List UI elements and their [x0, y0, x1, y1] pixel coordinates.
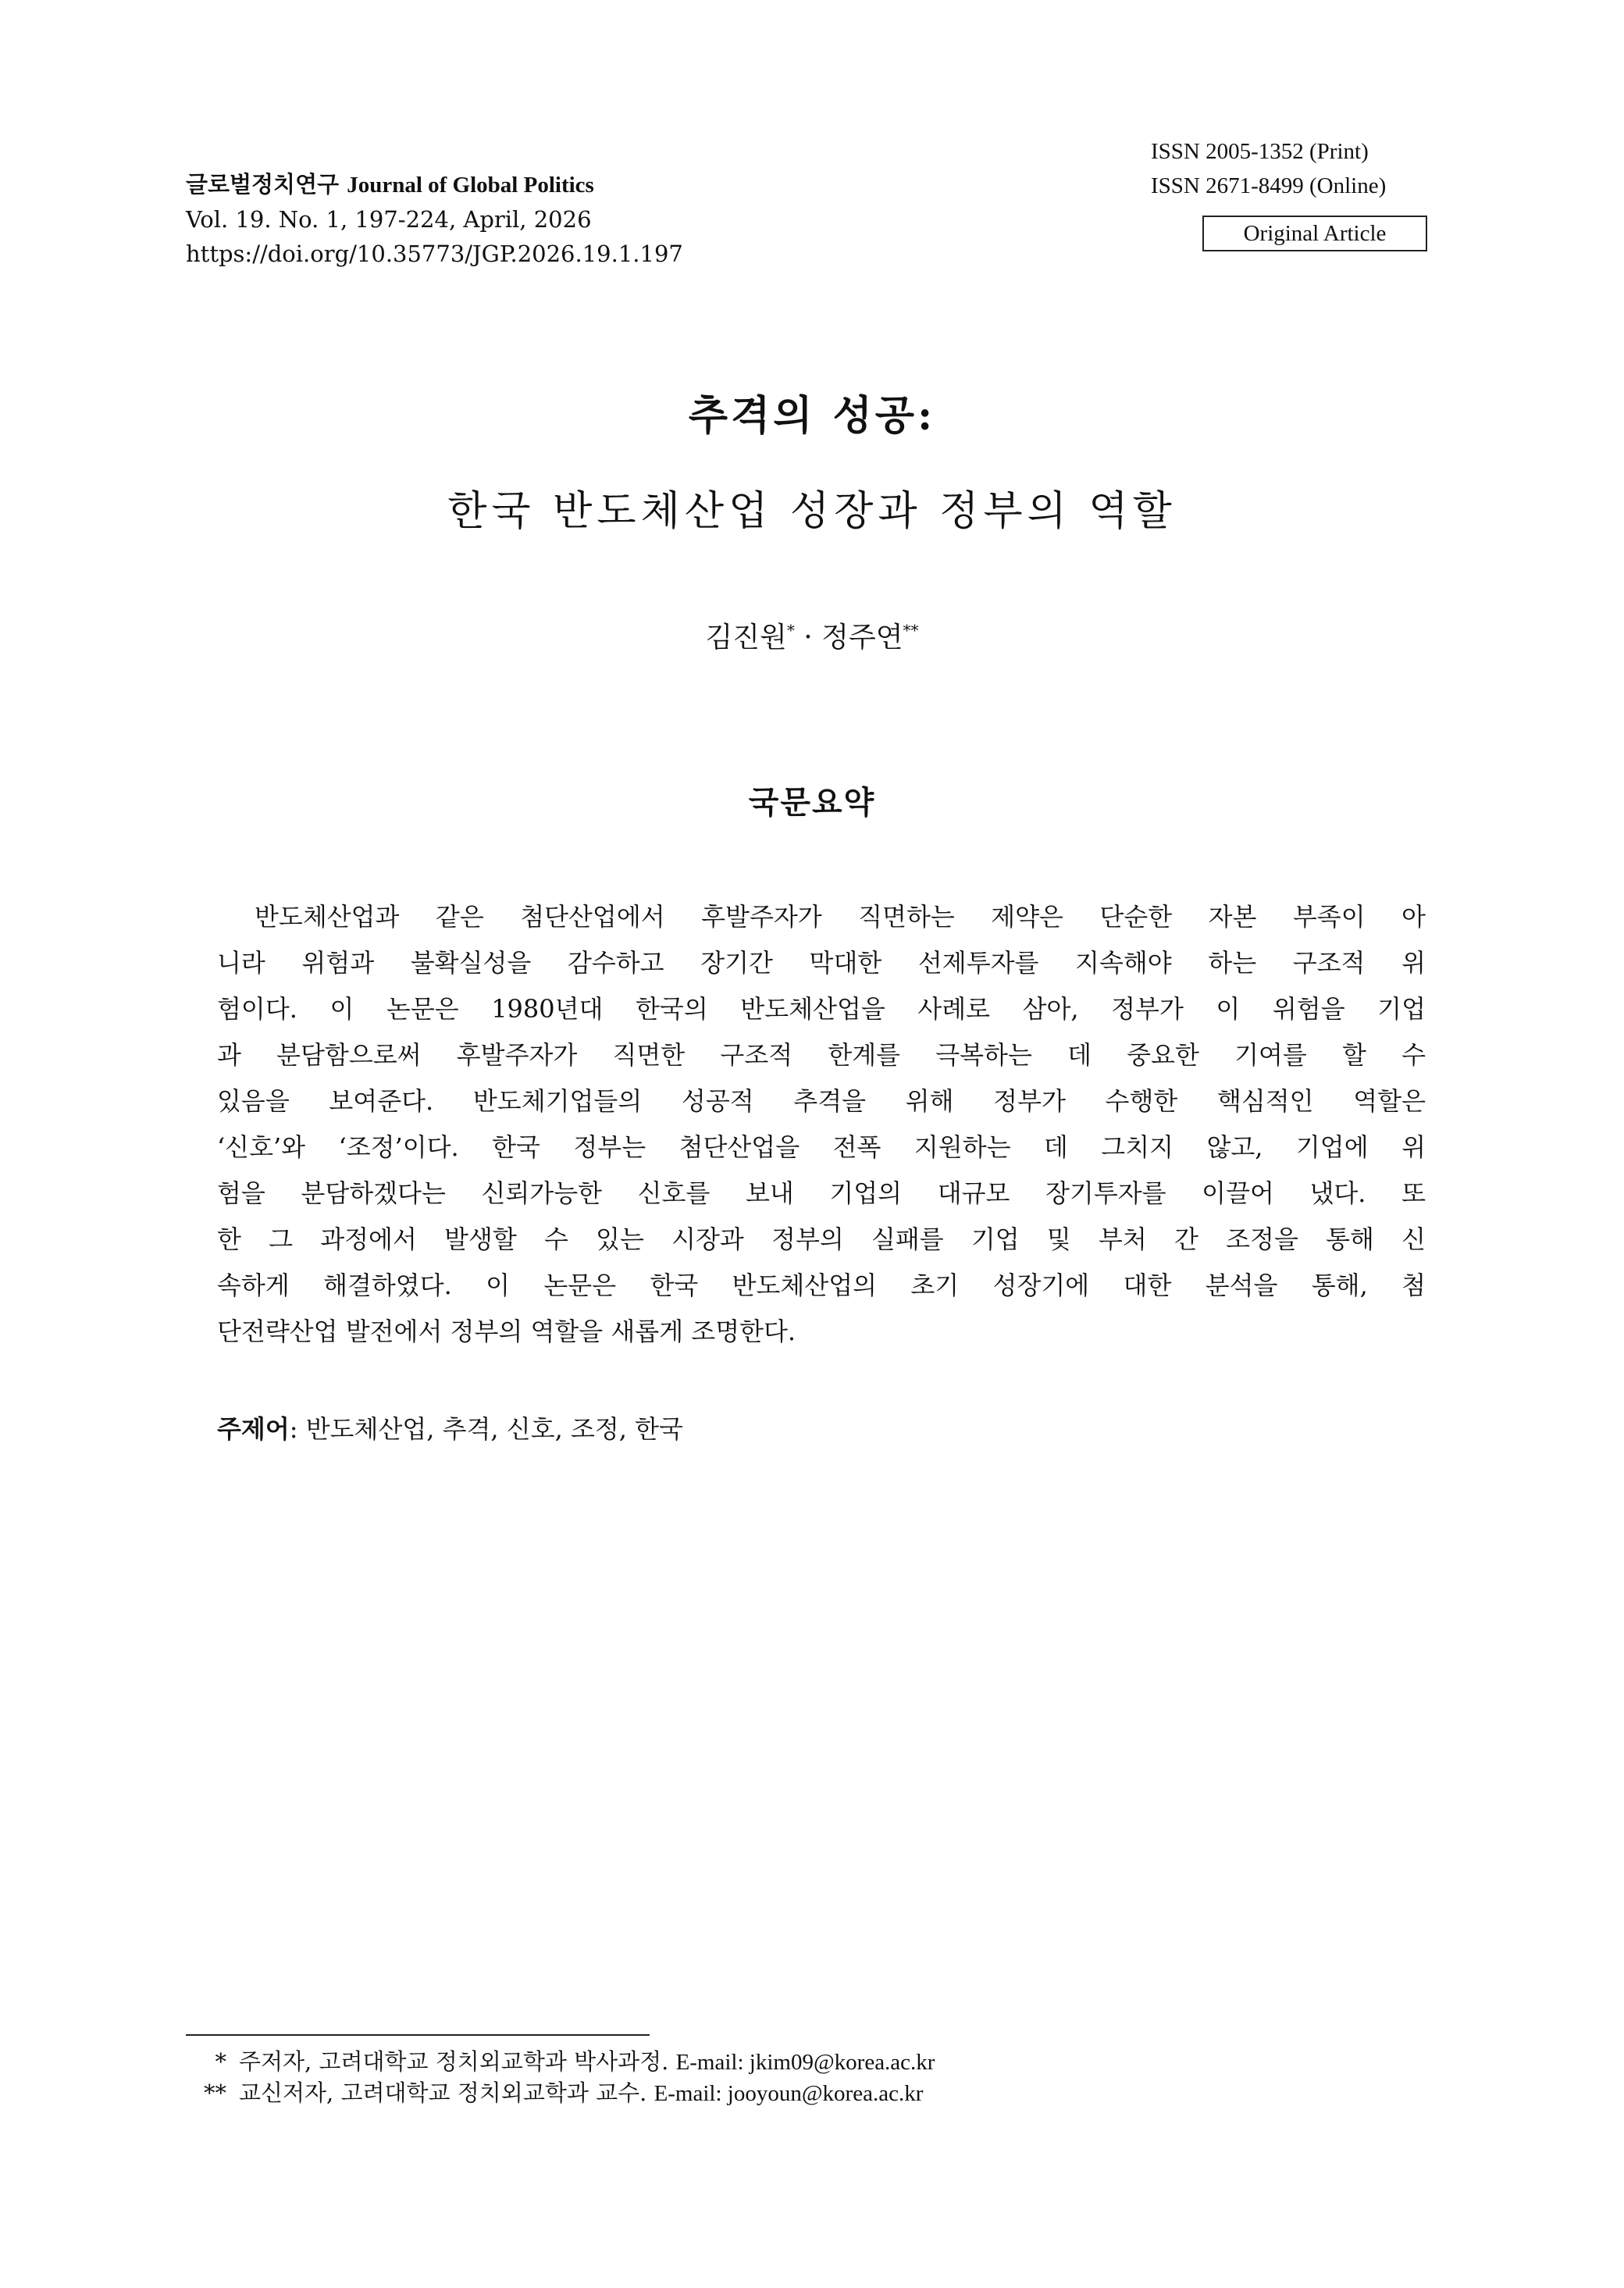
author-first: 김진원	[705, 622, 787, 654]
journal-name	[186, 167, 683, 202]
journal-name-en: Journal of Global Politics	[347, 173, 594, 198]
footnote-text: 주저자, 고려대학교 정치외교학과 박사과정.	[239, 2048, 676, 2075]
doi-link[interactable]: https://doi.org/10.35773/JGP.2026.19.1.197	[186, 241, 683, 267]
footnote-mark: *	[215, 2048, 226, 2075]
volume-info: Vol. 19. No. 1, 197-224, April, 2026	[186, 206, 592, 233]
abstract-line: 험이다. 이 논문은 1980년대 한국의 반도체산업을 사례로 삼아, 정부가 이 위험을 기업	[217, 994, 1426, 1024]
keywords-text: : 반도체산업, 추격, 신호, 조정, 한국	[289, 1414, 683, 1444]
footnote-email[interactable]: E-mail: jooyoun@korea.ac.kr	[654, 2081, 924, 2106]
article-type-badge: Original Article	[1202, 216, 1427, 251]
footnote-corresponding-author	[186, 2077, 923, 2109]
abstract-line: ‘신호’와 ‘조정’이다. 한국 정부는 첨단산업을 전폭 지원하는 데 그치지 않고, 기업에 위	[217, 1132, 1426, 1162]
keywords-label: 주제어	[217, 1414, 290, 1444]
footnote-mark: **	[204, 2080, 226, 2106]
author-second-mark: **	[903, 621, 919, 640]
abstract-line: 반도체산업과 같은 첨단산업에서 후발주자가 직면하는 제약은 단순한 자본 부족이 아	[255, 902, 1426, 932]
abstract-line: 험을 분담하겠다는 신뢰가능한 신호를 보내 기업의 대규모 장기투자를 이끌어 냈다. 또	[217, 1178, 1426, 1208]
author-second: 정주연	[821, 622, 903, 654]
keywords	[217, 1412, 683, 1446]
author-line	[0, 615, 1624, 655]
issn-block	[1151, 134, 1386, 203]
paper-subtitle: 한국 반도체산업 성장과 정부의 역할	[447, 488, 1177, 535]
author-first-mark: *	[786, 621, 795, 640]
issn-print: ISSN 2005-1352 (Print)	[1151, 139, 1369, 164]
abstract-line: 니라 위험과 불확실성을 감수하고 장기간 막대한 선제투자를 지속해야 하는 구조적 위	[217, 948, 1426, 978]
journal-header	[186, 167, 683, 271]
footnote-divider	[186, 2034, 650, 2036]
journal-name-ko: 글로벌정치연구	[186, 171, 340, 198]
abstract-line: 속하게 해결하였다. 이 논문은 한국 반도체산업의 초기 성장기에 대한 분석을 통해, 첨	[217, 1271, 1426, 1300]
footnote-email[interactable]: E-mail: jkim09@korea.ac.kr	[675, 2050, 935, 2075]
footnote-text: 교신저자, 고려대학교 정치외교학과 교수.	[239, 2080, 654, 2106]
abstract-line: 단전략산업 발전에서 정부의 역할을 새롭게 조명한다.	[217, 1317, 796, 1346]
footnote-first-author	[186, 2046, 935, 2078]
abstract-line: 한 그 과정에서 발생할 수 있는 시장과 정부의 실패를 기업 및 부처 간 조정을 통해 신	[217, 1224, 1426, 1254]
issn-online: ISSN 2671-8499 (Online)	[1151, 173, 1387, 198]
abstract-body	[217, 894, 1426, 1355]
abstract-heading: 국문요약	[748, 784, 876, 821]
paper-title: 추격의 성공:	[688, 392, 936, 440]
author-separator: ·	[794, 622, 822, 654]
abstract-line: 있음을 보여준다. 반도체기업들의 성공적 추격을 위해 정부가 수행한 핵심적인 역할은	[217, 1086, 1426, 1116]
abstract-line: 과 분담함으로써 후발주자가 직면한 구조적 한계를 극복하는 데 중요한 기여를 할 수	[217, 1040, 1426, 1070]
